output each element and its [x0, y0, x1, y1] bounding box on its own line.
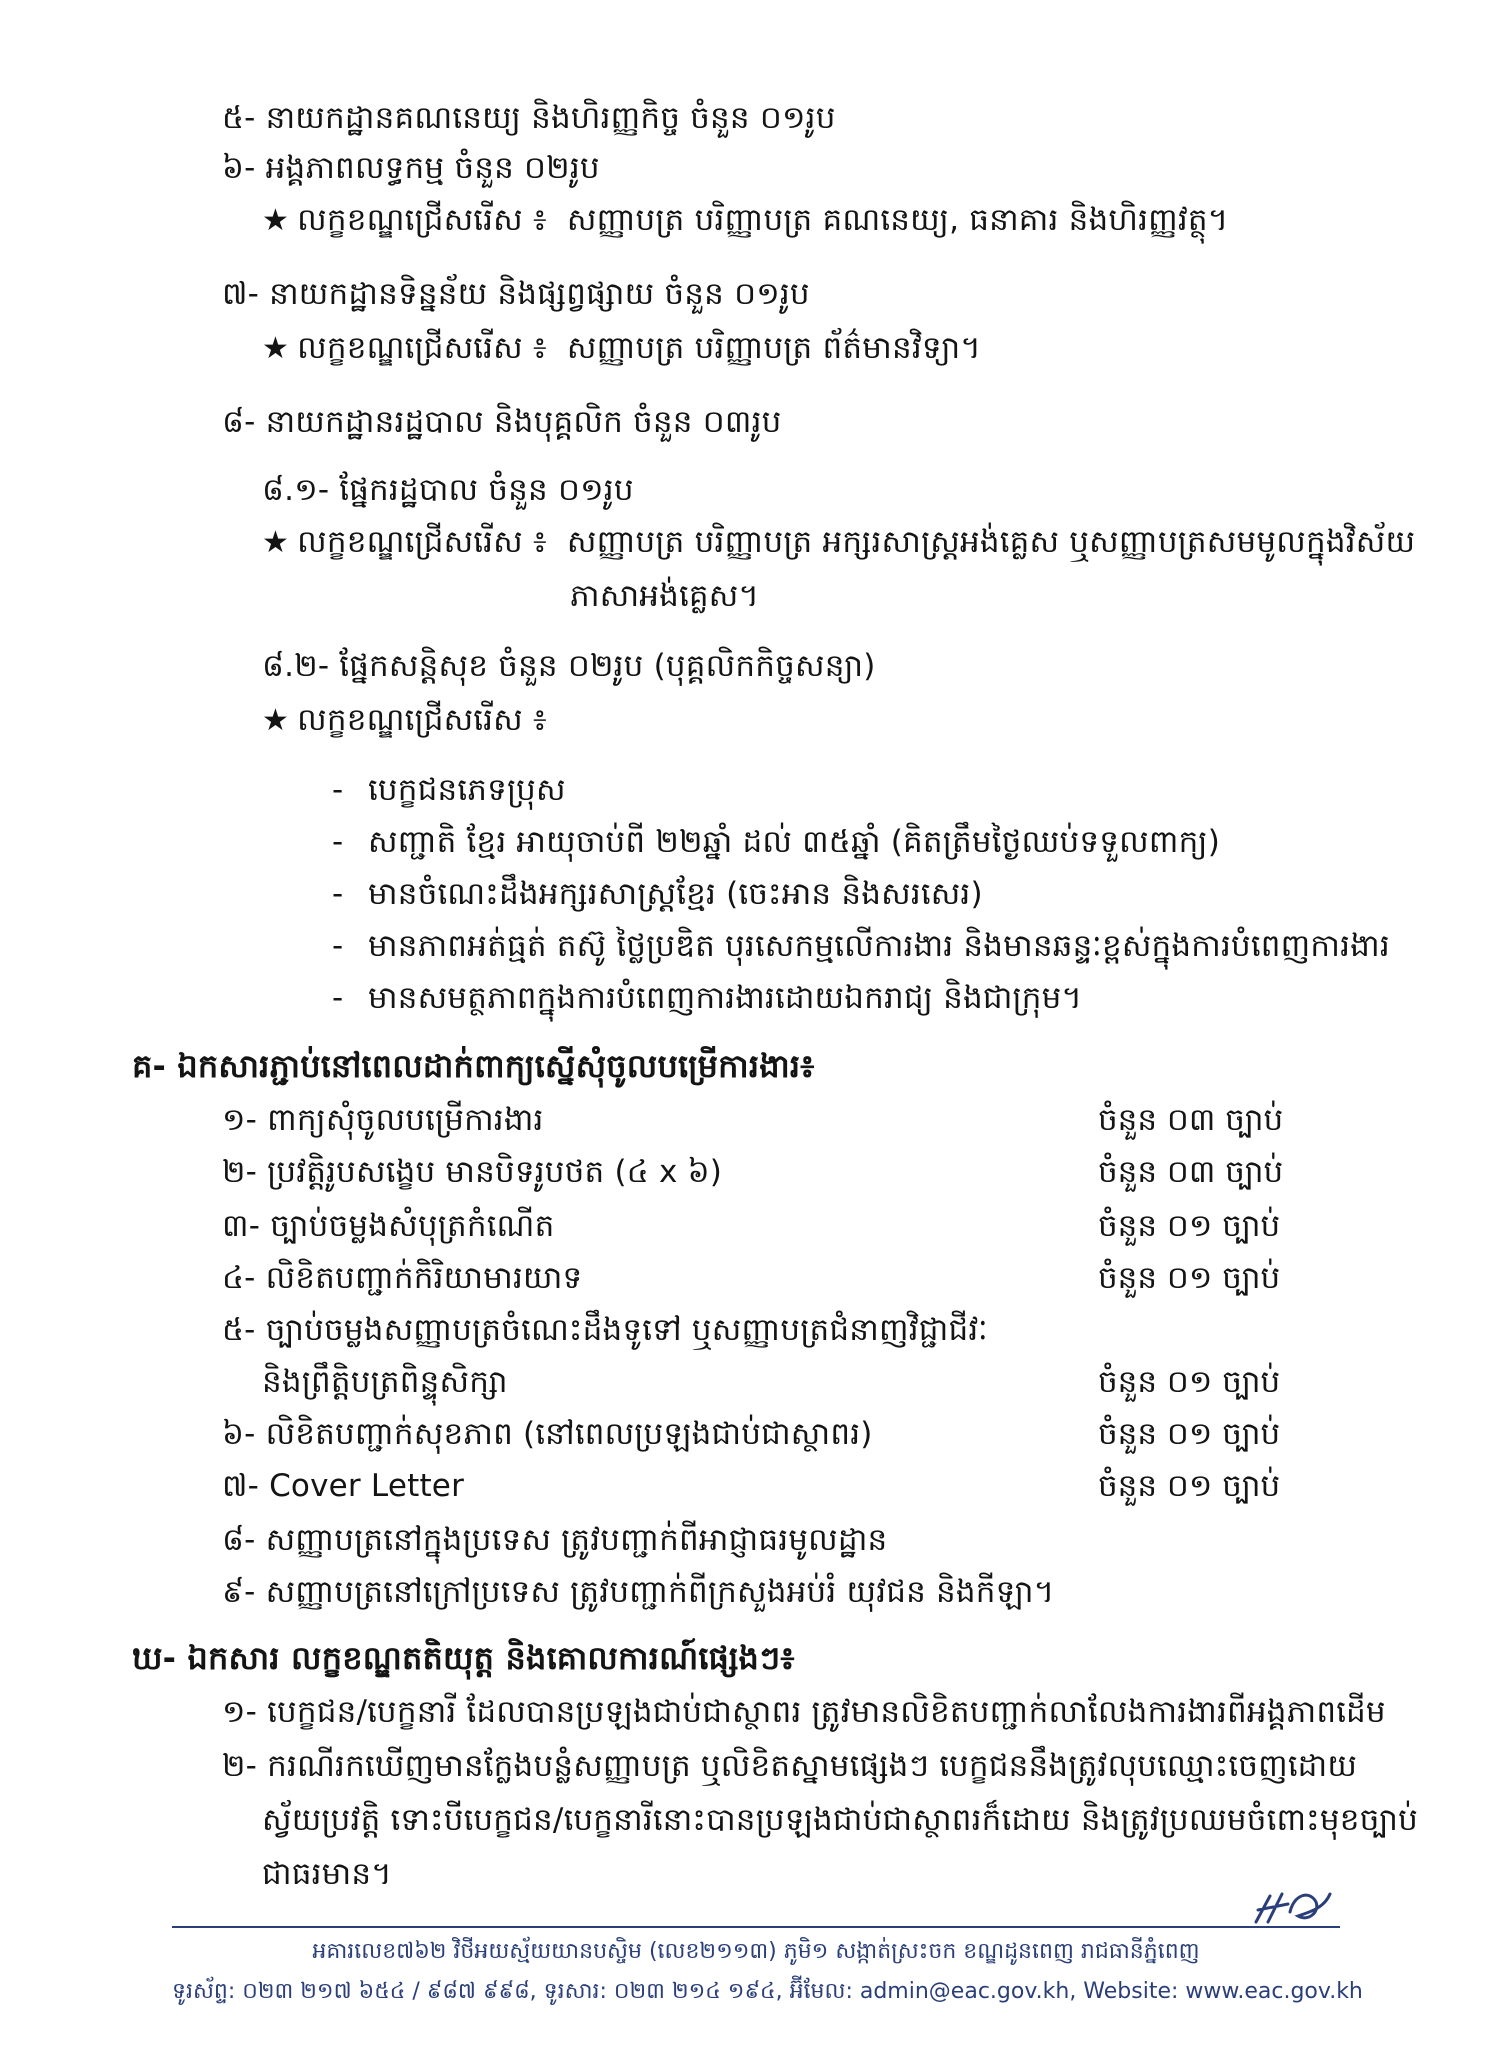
criteria-label: លក្ខខណ្ឌជ្រើសរើស ៖	[297, 702, 547, 738]
doc-item-4: ៤- លិខិតបញ្ជាក់កិរិយាមារយាទ	[222, 1260, 583, 1296]
doc-count-5: ចំនួន ០១ ច្បាប់	[1098, 1364, 1281, 1400]
dash-bullet: -	[332, 876, 344, 912]
star-icon: ★	[262, 525, 290, 560]
doc-count-1: ចំនួន ០៣ ច្បាប់	[1098, 1102, 1284, 1138]
position-8-2: ៨.២- ផ្នែកសន្តិសុខ ចំនួន ០២រូប (បុគ្គលិកកិច្ចសន្យា)	[262, 648, 876, 684]
position-8-1: ៨.១- ផ្នែករដ្ឋបាល ចំនួន ០១រូប	[262, 472, 634, 508]
doc-count-3: ចំនួន ០១ ច្បាប់	[1098, 1208, 1281, 1244]
list-item: - មានសមត្ថភាពក្នុងការបំពេញការងារដោយឯករាជ្យ និងជាក្រុម។	[332, 976, 1082, 1020]
doc-count-4: ចំនួន ០១ ច្បាប់	[1098, 1260, 1281, 1296]
section-ga-title: គ- ឯកសារភ្ជាប់នៅពេលដាក់ពាក្យស្នើសុំចូលបម្រើការងារ៖	[132, 1047, 815, 1085]
star-icon: ★	[262, 331, 290, 366]
criteria-label: លក្ខខណ្ឌជ្រើសរើស ៖	[297, 330, 547, 366]
doc-item-3: ៣- ច្បាប់ចម្លងសំបុត្រកំណើត	[222, 1208, 555, 1244]
section-gha-title: ឃ- ឯកសារ លក្ខខណ្ឌតតិយុត្ត និងគោលការណ៍ផ្សេងៗ៖	[132, 1639, 795, 1677]
doc-count-6: ចំនួន ០១ ច្បាប់	[1098, 1416, 1281, 1452]
position-7: ៧- នាយកដ្ឋានទិន្នន័យ និងផ្សព្វផ្សាយ ចំនួន ០១រូប	[222, 276, 810, 312]
doc-item-5: ៥- ច្បាប់ចម្លងសញ្ញាបត្រចំណេះដឹងទូទៅ ឬសញ្ញាបត្រជំនាញវិជ្ជាជីវៈ	[222, 1312, 988, 1348]
criteria-label: លក្ខខណ្ឌជ្រើសរើស ៖	[297, 202, 547, 238]
dash-bullet: -	[332, 824, 344, 860]
criteria-text: សញ្ញាបត្រ បរិញ្ញាបត្រ អក្សរសាស្ត្រអង់គ្លេស ឬសញ្ញាបត្រសមមូលក្នុងវិស័យ	[566, 524, 1416, 560]
principle-item-2-cont: ស្វ័យប្រវត្តិ ទោះបីបេក្ខជន/បេក្ខនារីនោះបានប្រឡងជាប់ជាស្ថាពរក៏ដោយ និងត្រូវប្រឈមចំពោះមុខច្បាប់	[262, 1802, 1418, 1838]
doc-count-2: ចំនួន ០៣ ច្បាប់	[1098, 1154, 1284, 1190]
list-item: - មានភាពអត់ធ្មត់ តស៊ូ ថ្លៃប្រឌិត បុរសេកម្មលើការងារ និងមានឆន្ទៈខ្ពស់ក្នុងការបំពេញការងារ	[332, 924, 1390, 968]
criteria-text: សញ្ញាបត្រ បរិញ្ញាបត្រ គណនេយ្យ, ធនាគារ និងហិរញ្ញវត្ថុ។	[566, 202, 1229, 238]
criteria-6	[262, 198, 1228, 243]
criteria-8-1-cont: ភាសាអង់គ្លេស។	[570, 578, 760, 614]
principle-item-2: ២- ករណីរកឃើញមានក្លែងបន្លំសញ្ញាបត្រ ឬលិខិតស្នាមផ្សេងៗ បេក្ខជននឹងត្រូវលុបឈ្មោះចេញដោយ	[222, 1748, 1358, 1784]
position-5: ៥- នាយកដ្ឋានគណនេយ្យ និងហិរញ្ញកិច្ច ចំនួន ០១រូប	[222, 100, 836, 136]
signature-mark	[1250, 1882, 1334, 1930]
principle-item-1: ១- បេក្ខជន/បេក្ខនារី ដែលបានប្រឡងជាប់ជាស្ថាពរ ត្រូវមានលិខិតបញ្ជាក់លាលែងការងារពីអង្គភាពដើម	[222, 1694, 1386, 1730]
footer-contact: ទូរស័ព្ទ: ០២៣ ២១៧ ៦៥៤ / ៩៨៧ ៩៩៨, ទូរសារ: ០២៣ ២១៤ ១៩៤, អ៊ីមែល: admin@eac.gov.kh, Website: www.eac.gov.kh	[172, 1979, 1363, 2004]
doc-item-5-cont: និងព្រឹត្តិបត្រពិន្ទុសិក្សា	[262, 1364, 508, 1400]
principle-item-2-end: ជាធរមាន។	[262, 1856, 392, 1892]
list-item: - សញ្ជាតិ ខ្មែរ អាយុចាប់ពី ២២ឆ្នាំ ដល់ ៣៥ឆ្នាំ (គិតត្រឹមថ្ងៃឈប់ទទួលពាក្យ)	[332, 820, 1220, 864]
star-icon: ★	[262, 203, 290, 238]
criteria-text: សញ្ញាបត្រ បរិញ្ញាបត្រ ព័ត៌មានវិទ្យា។	[566, 330, 982, 366]
doc-count-7: ចំនួន ០១ ច្បាប់	[1098, 1468, 1281, 1504]
doc-item-8: ៨- សញ្ញាបត្រនៅក្នុងប្រទេស ត្រូវបញ្ជាក់ពីអាជ្ញាធរមូលដ្ឋាន	[222, 1522, 888, 1558]
list-item: - បេក្ខជនភេទប្រុស	[332, 768, 566, 812]
dash-bullet: -	[332, 928, 344, 964]
dash-bullet: -	[332, 980, 344, 1016]
criteria-8-2	[262, 698, 547, 743]
list-item: - មានចំណេះដឹងអក្សរសាស្ត្រខ្មែរ (ចេះអាន និងសរសេរ)	[332, 872, 983, 916]
doc-item-2: ២- ប្រវត្តិរូបសង្ខេប មានបិទរូបថត (៤ x ៦)	[222, 1154, 723, 1190]
footer-address: អគារលេខ៧៦២ វិថីអយស្ម័យយានបស្ចិម (លេខ២១១៣) ភូមិ១ សង្កាត់ស្រះចក ខណ្ឌដូនពេញ រាជធានីភ្នំពេញ	[312, 1939, 1200, 1964]
criteria-label: លក្ខខណ្ឌជ្រើសរើស ៖	[297, 524, 547, 560]
criteria-8-1	[262, 520, 1415, 565]
position-8: ៨- នាយកដ្ឋានរដ្ឋបាល និងបុគ្គលិក ចំនួន ០៣រូប	[222, 404, 782, 440]
footer-divider	[172, 1926, 1340, 1928]
doc-item-7: ៧- Cover Letter	[222, 1468, 465, 1504]
doc-item-1: ១- ពាក្យសុំចូលបម្រើការងារ	[222, 1102, 544, 1138]
dash-bullet: -	[332, 772, 344, 808]
criteria-7	[262, 326, 981, 371]
position-6: ៦- អង្គភាពលទ្ធកម្ម ចំនួន ០២រូប	[222, 150, 600, 186]
star-icon: ★	[262, 703, 290, 738]
doc-item-6: ៦- លិខិតបញ្ជាក់សុខភាព (នៅពេលប្រឡងជាប់ជាស្ថាពរ)	[222, 1416, 873, 1452]
doc-item-9: ៩- សញ្ញាបត្រនៅក្រៅប្រទេស ត្រូវបញ្ជាក់ពីក្រសួងអប់រំ យុវជន និងកីឡា។	[222, 1574, 1055, 1610]
